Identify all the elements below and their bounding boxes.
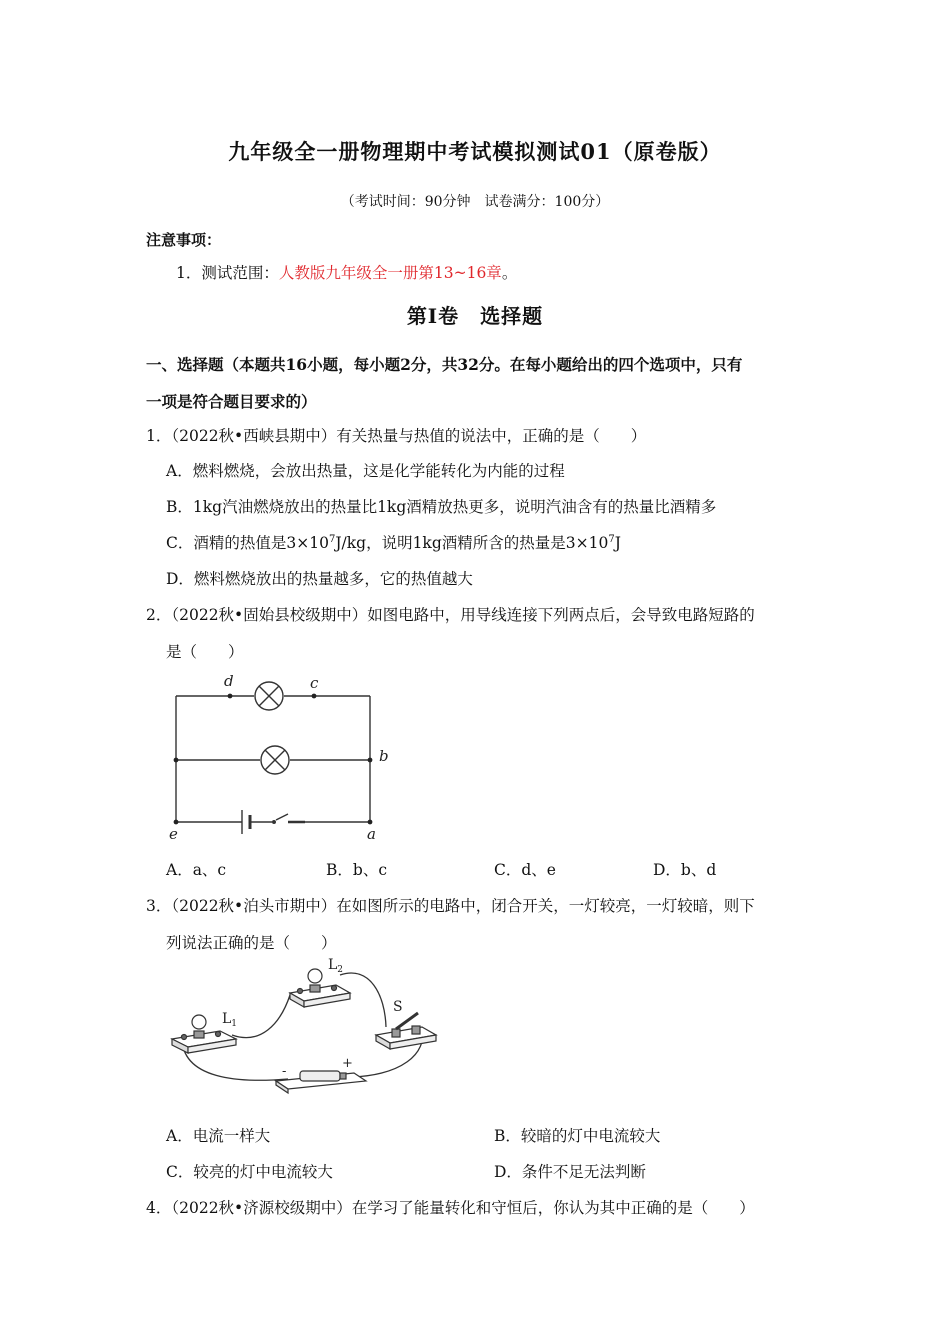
q2-option-d: D．b、d [653, 861, 717, 879]
notes-item-1-prefix: 1．测试范围： [176, 264, 279, 282]
q1-option-c-part2: J/kg，说明1kg酒精所含的热量是3×10 [335, 534, 609, 552]
q1-option-c-exp1: 7 [328, 533, 336, 545]
part1-instruction-line1: 一、选择题（本题共16小题，每小题2分，共32分。在每小题给出的四个选项中，只有 [146, 355, 743, 374]
label-d: d [224, 672, 234, 690]
q2-option-c: C．d、e [494, 861, 556, 879]
label-l1: $L_1$ [222, 1011, 238, 1029]
q3-circuit-illustration [160, 955, 450, 1115]
q4-stem: 4．（2022秋•济源校级期中）在学习了能量转化和守恒后，你认为其中正确的是（ ） [146, 1199, 755, 1217]
q3-option-a: A．电流一样大 [166, 1127, 271, 1145]
q2-option-b: B．b、c [326, 861, 387, 879]
label-e: e [169, 825, 178, 843]
switch-icon [272, 820, 305, 824]
q1-option-b: B．1kg汽油燃烧放出的热量比1kg酒精放热更多，说明汽油含有的热量比酒精多 [166, 498, 717, 516]
section-title: 第Ⅰ卷 选择题 [406, 304, 544, 328]
label-c: c [310, 674, 319, 692]
q1-option-c [166, 531, 621, 553]
notes-heading: 注意事项： [146, 231, 222, 249]
battery-holder-icon [276, 1071, 366, 1093]
q3-stem-line2: 列说法正确的是（ ） [166, 934, 337, 952]
q1-stem: 1．（2022秋•西峡县期中）有关热量与热值的说法中，正确的是（ ） [146, 427, 647, 445]
q1-option-a: A．燃料燃烧，会放出热量，这是化学能转化为内能的过程 [166, 462, 565, 480]
notes-item-1-scope: 人教版九年级全一册第13~16章 [278, 264, 502, 282]
q2-circuit-diagram [160, 668, 400, 848]
q1-option-c-part3: J [614, 534, 621, 552]
label-b: b [379, 747, 389, 765]
q2-option-a: A．a、c [166, 861, 227, 879]
q1-option-c-exp2: 7 [608, 533, 615, 545]
label-l2: $L_2$ [328, 957, 344, 975]
q3-option-b: B．较暗的灯中电流较大 [494, 1127, 661, 1145]
notes-item-1-suffix: 。 [501, 264, 518, 282]
label-a: a [367, 825, 376, 843]
q1-option-c-part1: C．酒精的热值是3×10 [166, 534, 329, 552]
page-title: 九年级全一册物理期中考试模拟测试01（原卷版） [228, 139, 722, 164]
q3-option-c: C．较亮的灯中电流较大 [166, 1163, 333, 1181]
q3-option-d: D．条件不足无法判断 [494, 1163, 646, 1181]
exam-info: （考试时间：90分钟 试卷满分：100分） [340, 194, 610, 210]
battery-icon [242, 810, 250, 834]
label-minus: - [282, 1064, 287, 1079]
lamp-top-icon [255, 682, 283, 710]
notes-item-1 [176, 261, 517, 283]
label-s: S [393, 999, 403, 1015]
q3-stem-line1: 3．（2022秋•泊头市期中）在如图所示的电路中，闭合开关，一灯较亮，一灯较暗，则下 [146, 897, 755, 915]
label-plus: + [342, 1056, 353, 1071]
q2-stem-line1: 2．（2022秋•固始县校级期中）如图电路中，用导线连接下列两点后，会导致电路短路的 [146, 606, 755, 624]
lamp-middle-icon [261, 746, 289, 774]
q1-option-d: D．燃料燃烧放出的热量越多，它的热值越大 [166, 570, 473, 588]
q2-stem-line2: 是（ ） [166, 643, 244, 661]
part1-instruction-line2: 一项是符合题目要求的） [146, 392, 317, 411]
